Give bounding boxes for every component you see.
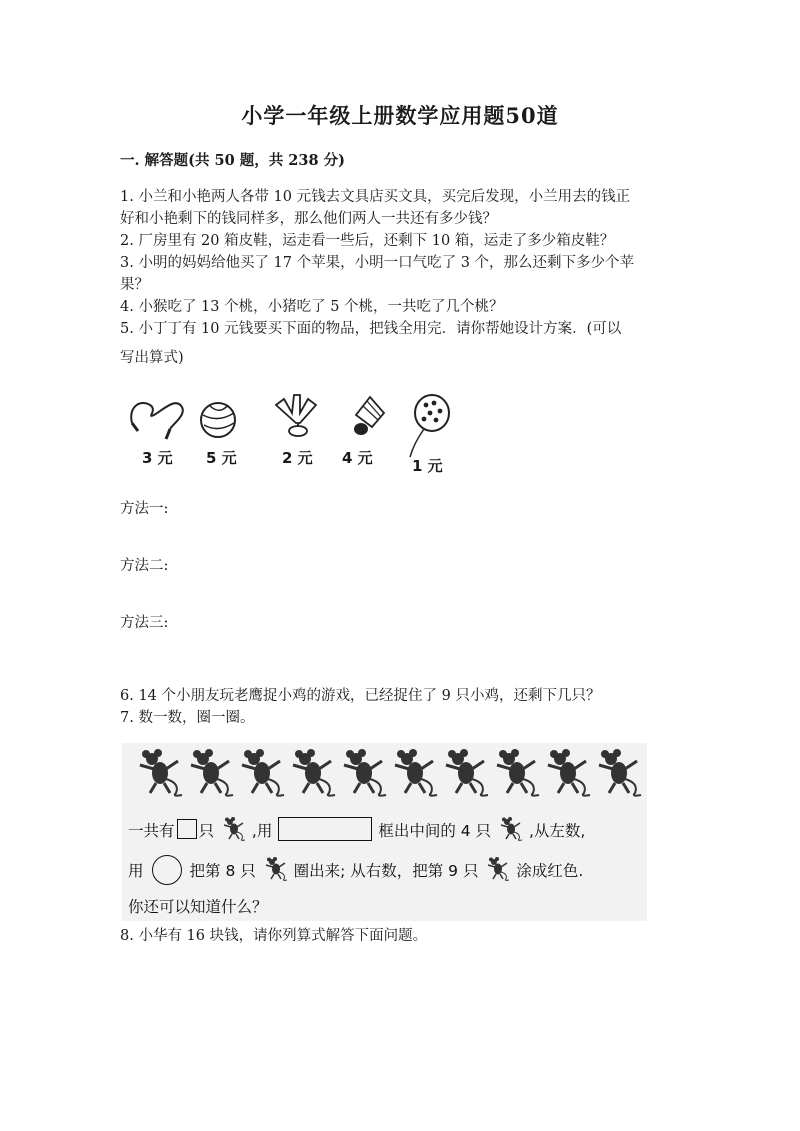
badminton-shuttlecock-icon	[342, 393, 402, 443]
question-2: 2. 厂房里有 20 箱皮鞋，运走看一些后，还剩下 10 箱，运走了多少箱皮鞋？	[120, 233, 615, 249]
jump-rope-icon	[124, 393, 184, 443]
question-1-line-1: 1. 小兰和小艳两人各带 10 元钱去文具店买文具，买完后发现，小兰用去的钱正	[120, 189, 631, 205]
question-6: 6. 14 个小朋友玩老鹰捉小鸡的游戏，已经捉住了 9 只小鸡，还剩下几只？	[120, 688, 601, 704]
item-ball	[198, 393, 258, 478]
figure-line-1-d: 框出中间的 4 只	[378, 822, 492, 840]
answer-circle[interactable]	[152, 855, 182, 885]
shuttlecock-toy-icon	[270, 393, 330, 443]
mouse-icon	[183, 749, 235, 797]
balloon-icon	[404, 393, 464, 463]
mouse-icon	[591, 749, 643, 797]
mouse-icon	[234, 749, 286, 797]
item-badminton-shuttlecock	[342, 393, 402, 478]
mouse-icon	[132, 749, 184, 797]
figure-line-1-e: ,从左数,	[528, 822, 586, 840]
method-1: 方法一:	[120, 501, 169, 517]
question-1-line-2: 好和小艳剩下的钱同样多，那么他们两人一共还有多少钱？	[120, 211, 497, 227]
question-3-line-2: 果？	[120, 277, 149, 293]
shopping-items-figure	[120, 393, 460, 478]
mouse-counting-figure	[122, 743, 647, 921]
question-4: 4. 小猴吃了 13 个桃，小猪吃了 5 个桃，一共吃了几个桃？	[120, 299, 504, 315]
section-heading: 一. 解答题(共 50 题，共 238 分)	[120, 152, 345, 169]
method-3: 方法三:	[120, 615, 169, 631]
method-2: 方法二:	[120, 558, 169, 574]
question-5-line-2: 写出算式)	[120, 350, 184, 366]
figure-line-1-c: ,用	[251, 822, 273, 840]
item-shuttlecock-toy	[270, 393, 330, 478]
page-title: 小学一年级上册数学应用题50道	[241, 103, 559, 128]
mouse-icon	[262, 857, 288, 881]
question-5-line-1: 5. 小丁丁有 10 元钱要买下面的物品，把钱全用完．请你帮她设计方案．(可以	[120, 321, 622, 337]
figure-line-1-b: 只	[198, 822, 215, 840]
price-balloon: 1 元	[412, 457, 443, 475]
mouse-icon	[484, 857, 510, 881]
price-ball: 5 元	[206, 449, 237, 467]
mouse-icon	[489, 749, 541, 797]
answer-square-box[interactable]	[177, 819, 197, 839]
ball-icon	[198, 393, 258, 443]
price-badminton-shuttlecock: 4 元	[342, 449, 373, 467]
mouse-icon	[387, 749, 439, 797]
figure-line-3: 你还可以知道什么？	[128, 898, 268, 916]
questions-1-5	[120, 186, 690, 340]
mouse-icon	[336, 749, 388, 797]
mouse-icon	[497, 817, 523, 841]
mouse-icon	[540, 749, 592, 797]
price-shuttlecock-toy: 2 元	[282, 449, 313, 467]
figure-line-2-d: 涂成红色.	[516, 862, 584, 880]
question-7: 7. 数一数，圈一圈。	[120, 710, 255, 726]
question-8: 8. 小华有 16 块钱，请你列算式解答下面问题。	[120, 928, 428, 944]
figure-line-1	[128, 817, 585, 841]
figure-line-2	[128, 855, 583, 885]
figure-line-2-b: 把第 8 只	[189, 862, 256, 880]
item-jump-rope	[124, 393, 184, 478]
figure-line-1-a: 一共有	[128, 822, 175, 840]
mouse-icon	[438, 749, 490, 797]
mouse-icon	[285, 749, 337, 797]
mouse-icon	[220, 817, 246, 841]
price-jump-rope: 3 元	[142, 449, 173, 467]
question-3-line-1: 3. 小明的妈妈给他买了 17 个苹果，小明一口气吃了 3 个，那么还剩下多少个苹	[120, 255, 635, 271]
mice-row	[132, 749, 642, 797]
figure-line-2-a: 用	[128, 862, 144, 880]
item-balloon	[404, 393, 464, 478]
figure-line-2-c: 圈出来; 从右数，把第 9 只	[293, 862, 479, 880]
answer-rect-box[interactable]	[278, 817, 372, 841]
